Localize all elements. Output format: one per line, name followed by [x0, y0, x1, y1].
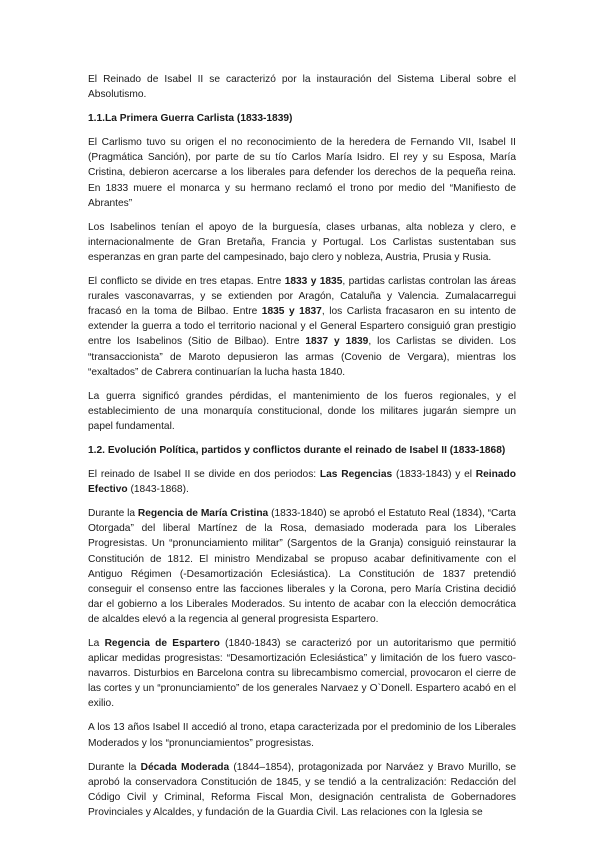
text-span: , los Carlistas se dividen. Los “transaccionista” de Maroto depusieron las armas (Covenio de Vergara), mientras los “exaltados” de Cabrera continuarían la lucha hasta 1840. [88, 336, 516, 378]
text-span: (1843-1868). [127, 484, 189, 496]
text-span: El conflicto se divide en tres etapas. Entre [88, 276, 285, 288]
text-span: , los Carlista fracasaron en su intento de extender la guerra a todo el territorio nacional y el General Espartero consiguió gran prestigio entre los Isabelinos (Sitio de Bilbao). Entre [88, 306, 517, 348]
paragraph-regencia-maria-cristina [88, 506, 516, 627]
bold-date: 1835 y 1837 [261, 306, 322, 318]
bold-term: Década Moderada [140, 761, 230, 773]
paragraph-decada-moderada [88, 760, 516, 820]
text-span: , partidas carlistas controlan las áreas rurales vasconavarras, y se extienden por Aragón, Cataluña y Valencia. Zumalacarregui fracasó en la toma de Bilbao. Entre [88, 276, 516, 318]
text-span: La [88, 638, 105, 649]
text-span: (1840-1843) se caracterizó por un autoritarismo que permitió aplicar medidas progresistas: “Desamortización Eclesiástica” y limitación de los fuero vasco-navarros. Disturbios en Barcelona contra su librecambismo comercial, provocaron el cierre de las cortes y un “pronunciamiento” de los generales Narvaez y O`Donell. Espartero acabó en el exilio. [88, 638, 516, 710]
bold-term: Reinado Efectivo [88, 469, 516, 496]
text-span: Durante la [88, 508, 138, 520]
text-span: (1833-1843) y el [392, 469, 476, 481]
text-span: (1833-1840) se aprobó el Estatuto Real (1834), “Carta Otorgada” del liberal Martínez de la Rosa, demasiado moderada para los Liberales Progresistas. Un “pronunciamiento militar” (Sargentos de la Granja) consiguió reinstaurar la Constitución de 1812. El ministro Mendizabal se propuso acabar definitivamente con el Antiguo Régimen (-Desamortización Eclesiástica). La Constitución de 1837 pretendió conseguir el consenso entre las facciones liberales y la Corona, pero María Cristina decidió dar el gobierno a los Liberales Moderados. Su intento de acabar con la elección democrática de alcaldes elevó a la regencia al general progresista Espartero. [88, 508, 516, 625]
paragraph-etapas [88, 274, 516, 380]
bold-term: Regencia de María Cristina [137, 508, 269, 520]
section-heading-1: 1.1.La Primera Guerra Carlista (1833-1839) [88, 113, 293, 125]
paragraph-regencia-espartero [88, 636, 516, 711]
section-heading-2: 1.2. Evolución Política, partidos y conflictos durante el reinado de Isabel II (1833-1868) [88, 444, 506, 456]
bold-date: 1833 y 1835 [284, 276, 343, 288]
text-span: (1844–1854), protagonizada por Narváez y Bravo Murillo, se aprobó la conservadora Constitución de 1845, y se tendió a la centralización: Redacción del Código Civil y Criminal, Reforma Fiscal Mon, designación centralista de Gobernadores Provinciales y Alcaldes, y fundación de la Guardia Civil. Las relaciones con la Iglesia se [88, 761, 516, 818]
bold-term: Regencia de Espartero [104, 638, 220, 649]
bold-term: Las Regencias [319, 469, 393, 481]
bold-date: 1837 y 1839 [305, 336, 369, 348]
paragraph-periodos [88, 467, 516, 497]
text-span: Durante la [88, 761, 141, 773]
paragraph-consecuencias: La guerra significó grandes pérdidas, el mantenimiento de los fueros regionales, y el establecimiento de una monarquía constitucional, donde los militares jugarán siempre un papel fundamental. [88, 390, 516, 432]
intro-paragraph: El Reinado de Isabel II se caracterizó por la instauración del Sistema Liberal sobre el Absolutismo. [88, 74, 516, 101]
text-span: El reinado de Isabel II se divide en dos periodos: [88, 469, 320, 481]
paragraph-acceso-trono: A los 13 años Isabel II accedió al trono, etapa caracterizada por el predominio de los Liberales Moderados y los “pronunciamientos” progresistas. [88, 722, 516, 749]
paragraph-isabelinos: Los Isabelinos tenían el apoyo de la burguesía, clases urbanas, alta nobleza y clero, e internacionalmente de Gran Bretaña, Francia y Portugal. Los Carlistas sustentaban sus esperanzas en gran parte del campesinado, bajo clero y nobleza, Austria, Prusia y Rusia. [88, 221, 516, 263]
paragraph-carlismo: El Carlismo tuvo su origen el no reconocimiento de la heredera de Fernando VII, Isabel II (Pragmática Sanción), por parte de su tío Carlos María Isidro. El rey y su Esposa, María Cristina, debieron acercarse a los liberales para defender los derechos de la pequeña reina. En 1833 muere el monarca y su hermano reclamó el trono por medio del “Manifiesto de Abrantes” [88, 137, 516, 209]
